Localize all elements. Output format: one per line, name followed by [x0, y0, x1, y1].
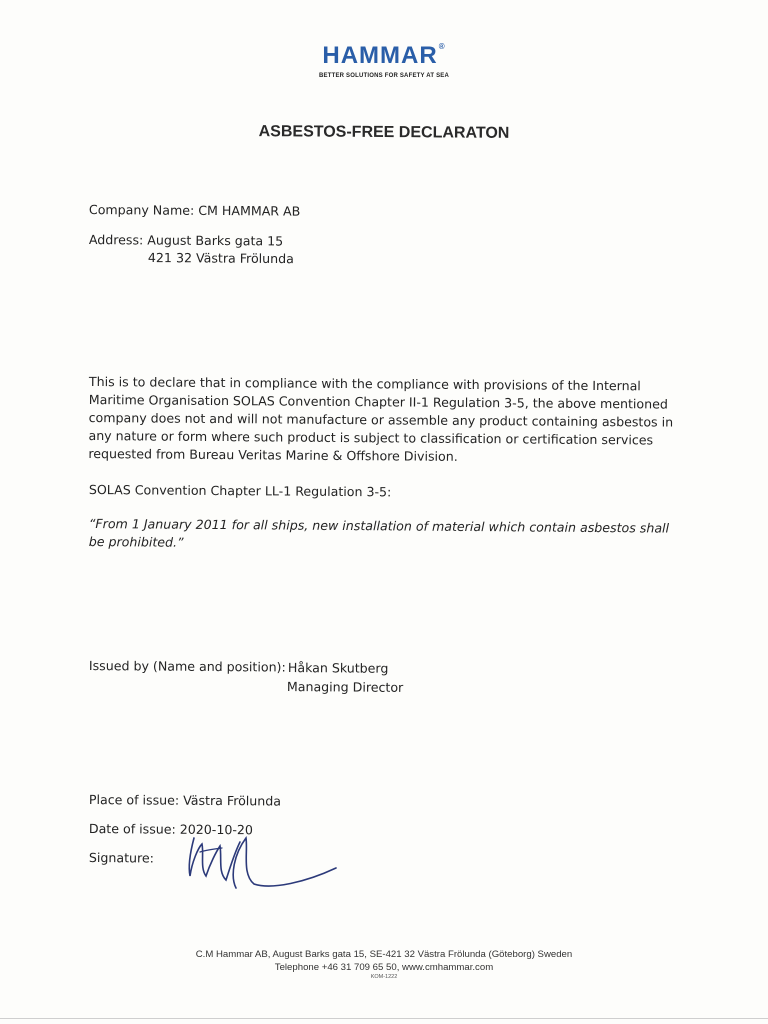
declaration-paragraph	[88, 373, 709, 468]
declaration-line: Maritime Organisation SOLAS Convention Chapter II-1 Regulation 3-5, the above mentioned	[88, 391, 668, 412]
document-title: ASBESTOS-FREE DECLARATON	[258, 123, 510, 142]
declaration-line: This is to declare that in compliance with the compliance with provisions of the Internal	[88, 373, 641, 394]
issuer-name: Håkan Skutberg	[287, 659, 389, 676]
handwritten-signature	[180, 818, 350, 898]
place-of-issue: Place of issue: Västra Frölunda	[88, 791, 282, 809]
signature-label: Signature:	[88, 849, 154, 866]
quote-line: be prohibited.”	[88, 533, 184, 550]
footer-contact: Telephone +46 31 709 65 50, www.cmhammar.com	[274, 962, 494, 973]
declaration-line: any nature or form where such product is subject to classification or certification services	[88, 427, 654, 448]
address-line-1: Address: August Barks gata 15	[88, 231, 284, 249]
footer-address: C.M Hammar AB, August Barks gata 15, SE-421 32 Västra Frölunda (Göteborg) Sweden	[195, 949, 573, 960]
page-edge	[0, 1018, 768, 1019]
logo-text: HAMMAR	[322, 42, 438, 69]
footer-code: KOM-1222	[370, 974, 398, 980]
declaration-line: company does not and will not manufacture or assemble any product containing asbestos in	[88, 409, 674, 430]
solas-reference: SOLAS Convention Chapter LL-1 Regulation 3-5:	[88, 481, 392, 500]
solas-quote	[89, 515, 669, 556]
issued-by-label: Issued by (Name and position):	[88, 657, 286, 675]
address-line-2: 421 32 Västra Frölunda	[147, 249, 294, 267]
quote-line: “From 1 January 2011 for all ships, new installation of material which contain asbestos shall	[88, 515, 670, 536]
date-of-issue: Date of issue: 2020-10-20	[88, 820, 254, 838]
company-name: Company Name: CM HAMMAR AB	[88, 201, 301, 219]
registered-mark: ®	[438, 42, 446, 51]
declaration-line: requested from Bureau Veritas Marine & Offshore Division.	[88, 445, 458, 464]
logo-tagline: BETTER SOLUTIONS FOR SAFETY AT SEA	[318, 73, 450, 79]
issuer-position: Managing Director	[286, 678, 404, 695]
company-logo	[0, 42, 768, 70]
